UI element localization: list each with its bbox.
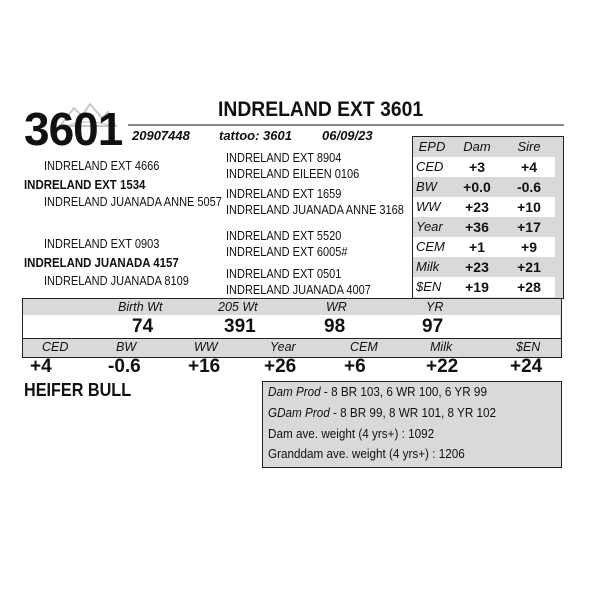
pedigree-sire-sire: INDRELAND EXT 4666 xyxy=(44,159,160,173)
yr-label: YR xyxy=(426,300,444,314)
parent-epd-table xyxy=(412,136,564,299)
birth-date: 06/09/23 xyxy=(322,128,373,143)
animal-bw-value: -0.6 xyxy=(108,356,141,377)
epd-row-label: BW xyxy=(416,179,437,194)
wr-value: 98 xyxy=(324,316,346,337)
dam-prod-line xyxy=(268,384,487,399)
epd-row-label: CED xyxy=(413,157,451,177)
yr-value: 97 xyxy=(422,316,444,337)
animal-cem-value: +6 xyxy=(344,356,366,377)
lot-number: 3601 xyxy=(24,103,123,155)
epd-dam-value: +19 xyxy=(451,277,503,297)
pedigree-ss-sire: INDRELAND EXT 8904 xyxy=(226,151,342,165)
category-label: HEIFER BULL xyxy=(24,380,132,400)
dam-prod-label: Dam Prod xyxy=(268,384,321,399)
pedigree-dd-dam: INDRELAND JUANADA 4007 xyxy=(226,283,371,297)
performance-values-band xyxy=(23,315,560,338)
dam-header: Dam xyxy=(463,139,491,154)
205-wt-label: 205 Wt xyxy=(218,300,258,314)
epd-sire-value: +4 xyxy=(503,157,555,177)
birth-wt-label: Birth Wt xyxy=(118,300,163,314)
pedigree-sd-dam: INDRELAND JUANADA ANNE 3168 xyxy=(226,203,404,217)
epd-sire-value: +21 xyxy=(517,259,541,275)
pedigree-sd-sire: INDRELAND EXT 1659 xyxy=(226,187,342,201)
animal-year-label: Year xyxy=(270,340,296,354)
birth-wt-value: 74 xyxy=(132,316,154,337)
205-wt-value: 391 xyxy=(224,316,256,337)
pedigree-dam-dam: INDRELAND JUANADA 8109 xyxy=(44,274,189,288)
granddam-weight: Granddam ave. weight (4 yrs+) : 1206 xyxy=(268,446,465,461)
pedigree-dam-sire: INDRELAND EXT 0903 xyxy=(44,237,160,251)
registration-number: 20907448 xyxy=(132,128,190,143)
tattoo: tattoo: 3601 xyxy=(219,128,292,143)
animal-ced-value: +4 xyxy=(30,356,52,377)
parent-epd-grid xyxy=(413,137,563,297)
animal-en-label: $EN xyxy=(516,340,541,354)
animal-milk-value: +22 xyxy=(426,356,459,377)
animal-bw-label: BW xyxy=(116,340,137,354)
epd-sire-value: +9 xyxy=(503,237,555,257)
pedigree-dd-sire: INDRELAND EXT 0501 xyxy=(226,267,342,281)
epd-dam-value: +36 xyxy=(465,219,489,235)
epd-row-label: $EN xyxy=(413,277,451,297)
animal-cem-label: CEM xyxy=(350,340,378,354)
animal-name: INDRELAND EXT 3601 xyxy=(218,98,424,121)
gdam-prod-label: GDam Prod xyxy=(268,405,330,420)
pedigree-ss-dam: INDRELAND EILEEN 0106 xyxy=(226,167,360,181)
epd-dam-value: +3 xyxy=(451,157,503,177)
epd-row-label: WW xyxy=(413,197,451,217)
animal-ww-value: +16 xyxy=(188,356,221,377)
epd-row-label: CEM xyxy=(413,237,451,257)
gdam-prod-line xyxy=(268,405,496,420)
epd-dam-value: +23 xyxy=(451,197,503,217)
epd-sire-value: +10 xyxy=(503,197,555,217)
animal-milk-label: Milk xyxy=(430,340,453,354)
pedigree-ds-sire: INDRELAND EXT 5520 xyxy=(226,229,342,243)
epd-row-label: Year xyxy=(416,219,443,234)
dam-weight: Dam ave. weight (4 yrs+) : 1092 xyxy=(268,426,435,441)
animal-en-value: +24 xyxy=(510,356,543,377)
epd-header: EPD xyxy=(418,139,446,154)
animal-ced-label: CED xyxy=(42,340,69,354)
gdam-prod-value: - 8 BR 99, 8 WR 101, 8 YR 102 xyxy=(329,405,497,420)
epd-sire-value: -0.6 xyxy=(516,179,542,195)
animal-year-value: +26 xyxy=(264,356,297,377)
pedigree-sire-dam: INDRELAND JUANADA ANNE 5057 xyxy=(44,195,222,209)
epd-dam-value: +0.0 xyxy=(463,179,491,195)
epd-dam-value: +23 xyxy=(465,259,489,275)
epd-sire-value: +28 xyxy=(503,277,555,297)
epd-sire-value: +17 xyxy=(517,219,541,235)
animal-ww-label: WW xyxy=(194,340,218,354)
epd-row-label: Milk xyxy=(416,259,440,274)
pedigree-sire: INDRELAND EXT 1534 xyxy=(24,177,146,192)
header-rule xyxy=(128,124,564,126)
dam-prod-value: - 8 BR 103, 6 WR 100, 6 YR 99 xyxy=(320,384,487,399)
pedigree-ds-dam: INDRELAND EXT 6005# xyxy=(226,245,348,259)
sire-header: Sire xyxy=(517,139,541,154)
epd-dam-value: +1 xyxy=(451,237,503,257)
pedigree-dam: INDRELAND JUANADA 4157 xyxy=(24,255,179,270)
wr-label: WR xyxy=(326,300,347,314)
